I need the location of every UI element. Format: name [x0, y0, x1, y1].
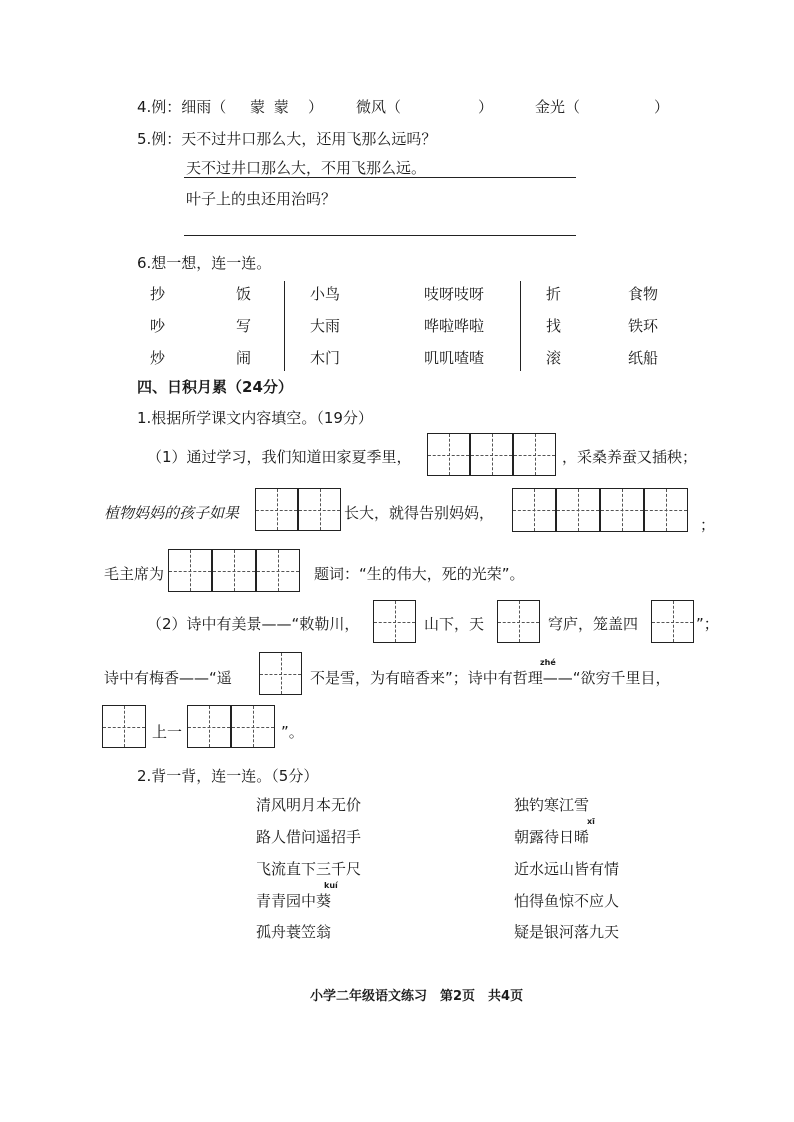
q2-title: 2.背一背，连一连。（5分） — [137, 767, 319, 785]
p1-f: 毛主席为 — [104, 565, 165, 583]
q4-word3: 金光（ — [535, 98, 581, 116]
q6-divider-2 — [520, 281, 521, 371]
q6-g2-right-2[interactable]: 哗啦哗啦 — [424, 317, 485, 335]
q5-prompt: 5.例：天不过井口那么大，还用飞那么远吗？ — [137, 130, 437, 148]
q6-g2-left-3[interactable]: 木门 — [310, 349, 341, 367]
q6-g3-right-1[interactable]: 食物 — [628, 285, 659, 303]
p2-d: ”； — [696, 615, 719, 633]
answer-box[interactable] — [651, 600, 694, 643]
p1-b: ，采桑养蚕又插秧； — [562, 448, 698, 466]
q5-example-underline — [184, 177, 576, 178]
q2-left-5[interactable]: 孤舟蓑笠翁 — [256, 923, 332, 941]
answer-box[interactable] — [212, 549, 256, 592]
q6-g1-left-1[interactable]: 抄 — [150, 285, 166, 303]
pinyin-kui: kuí — [324, 881, 338, 890]
q5-example-answer: 天不过井口那么大，不用飞那么远。 — [186, 159, 427, 177]
section4-title: 四、日积月累（24分） — [137, 378, 293, 396]
answer-box[interactable] — [556, 488, 600, 532]
q6-g3-right-2[interactable]: 铁环 — [628, 317, 659, 335]
q4-word2: 微风（ — [356, 98, 402, 116]
q6-g2-left-1[interactable]: 小鸟 — [310, 285, 341, 303]
q6-g2-left-2[interactable]: 大雨 — [310, 317, 341, 335]
answer-box[interactable] — [470, 433, 513, 476]
q6-divider-1 — [284, 281, 285, 371]
q4-close2: ） — [478, 98, 494, 116]
p2-g: 上一 — [152, 723, 183, 741]
q5-question: 叶子上的虫还用治吗？ — [186, 190, 337, 208]
q2-left-4[interactable]: 青青园中葵 — [256, 892, 332, 910]
answer-box[interactable] — [298, 488, 341, 531]
p1-e: ； — [700, 516, 716, 534]
answer-box[interactable] — [231, 705, 275, 748]
q2-right-2[interactable]: 朝露待日晞 — [514, 828, 590, 846]
answer-box[interactable] — [512, 488, 556, 532]
q2-right-3[interactable]: 近水远山皆有情 — [514, 860, 620, 878]
q6-g3-left-2[interactable]: 找 — [546, 317, 562, 335]
q2-right-4[interactable]: 怕得鱼惊不应人 — [514, 892, 620, 910]
q2-right-5[interactable]: 疑是银河落九天 — [514, 923, 620, 941]
q5-answer-line[interactable] — [184, 235, 576, 236]
q4-close3: ） — [654, 98, 670, 116]
answer-box[interactable] — [513, 433, 556, 476]
p1-d: 长大，就得告别妈妈， — [344, 504, 495, 522]
q1-title: 1.根据所学课文内容填空。（19分） — [137, 409, 373, 427]
answer-box[interactable] — [259, 652, 302, 695]
q6-g3-left-3[interactable]: 滚 — [546, 349, 562, 367]
q6-g3-right-3[interactable]: 纸船 — [628, 349, 659, 367]
answer-box[interactable] — [255, 488, 298, 531]
q2-left-3[interactable]: 飞流直下三千尺 — [256, 860, 362, 878]
q4-close1: ） — [308, 98, 324, 116]
q2-left-2[interactable]: 路人借问遥招手 — [256, 828, 362, 846]
q6-g2-right-1[interactable]: 吱呀吱呀 — [424, 285, 485, 303]
answer-box[interactable] — [427, 433, 470, 476]
answer-box[interactable] — [644, 488, 688, 532]
p1-g: 题词：“生的伟大，死的光荣”。 — [314, 565, 525, 583]
answer-box[interactable] — [373, 600, 416, 643]
p2-f: 不是雪，为有暗香来”；诗中有哲理——“欲穷千里目， — [310, 669, 671, 687]
q6-g3-left-1[interactable]: 折 — [546, 285, 562, 303]
q6-g1-right-2[interactable]: 写 — [236, 317, 252, 335]
p2-b: 山下，天 — [424, 615, 485, 633]
q4-label: 4.例：细雨（ — [137, 98, 227, 116]
q6-g1-right-1[interactable]: 饭 — [236, 285, 252, 303]
p1-a: （1）通过学习，我们知道田家夏季里， — [147, 448, 412, 466]
answer-box[interactable] — [600, 488, 644, 532]
page-footer: 小学二年级语文练习 第2页 共4页 — [310, 989, 524, 1004]
answer-box[interactable] — [168, 549, 212, 592]
q2-right-1[interactable]: 独钓寒江雪 — [514, 796, 590, 814]
q6-g1-right-3[interactable]: 闹 — [236, 349, 252, 367]
q6-g1-left-2[interactable]: 吵 — [150, 317, 166, 335]
q6-g2-right-3[interactable]: 叽叽喳喳 — [424, 349, 485, 367]
answer-box[interactable] — [187, 705, 231, 748]
answer-box[interactable] — [102, 705, 146, 748]
p1-c: 植物妈妈的孩子如果 — [104, 504, 240, 522]
pinyin-zhe: zhé — [540, 658, 556, 667]
p2-c: 穹庐，笼盖四 — [548, 615, 639, 633]
q6-g1-left-3[interactable]: 炒 — [150, 349, 166, 367]
q2-left-1[interactable]: 清风明月本无价 — [256, 796, 362, 814]
answer-box[interactable] — [256, 549, 300, 592]
pinyin-xi: xī — [587, 817, 595, 826]
p2-e: 诗中有梅香——“遥 — [104, 669, 232, 687]
q4-example-answer: 蒙 蒙 — [250, 98, 291, 116]
q6-title: 6.想一想，连一连。 — [137, 254, 272, 272]
p2-a: （2）诗中有美景——“敕勒川， — [147, 615, 360, 633]
p2-h: ”。 — [281, 723, 304, 741]
answer-box[interactable] — [497, 600, 540, 643]
